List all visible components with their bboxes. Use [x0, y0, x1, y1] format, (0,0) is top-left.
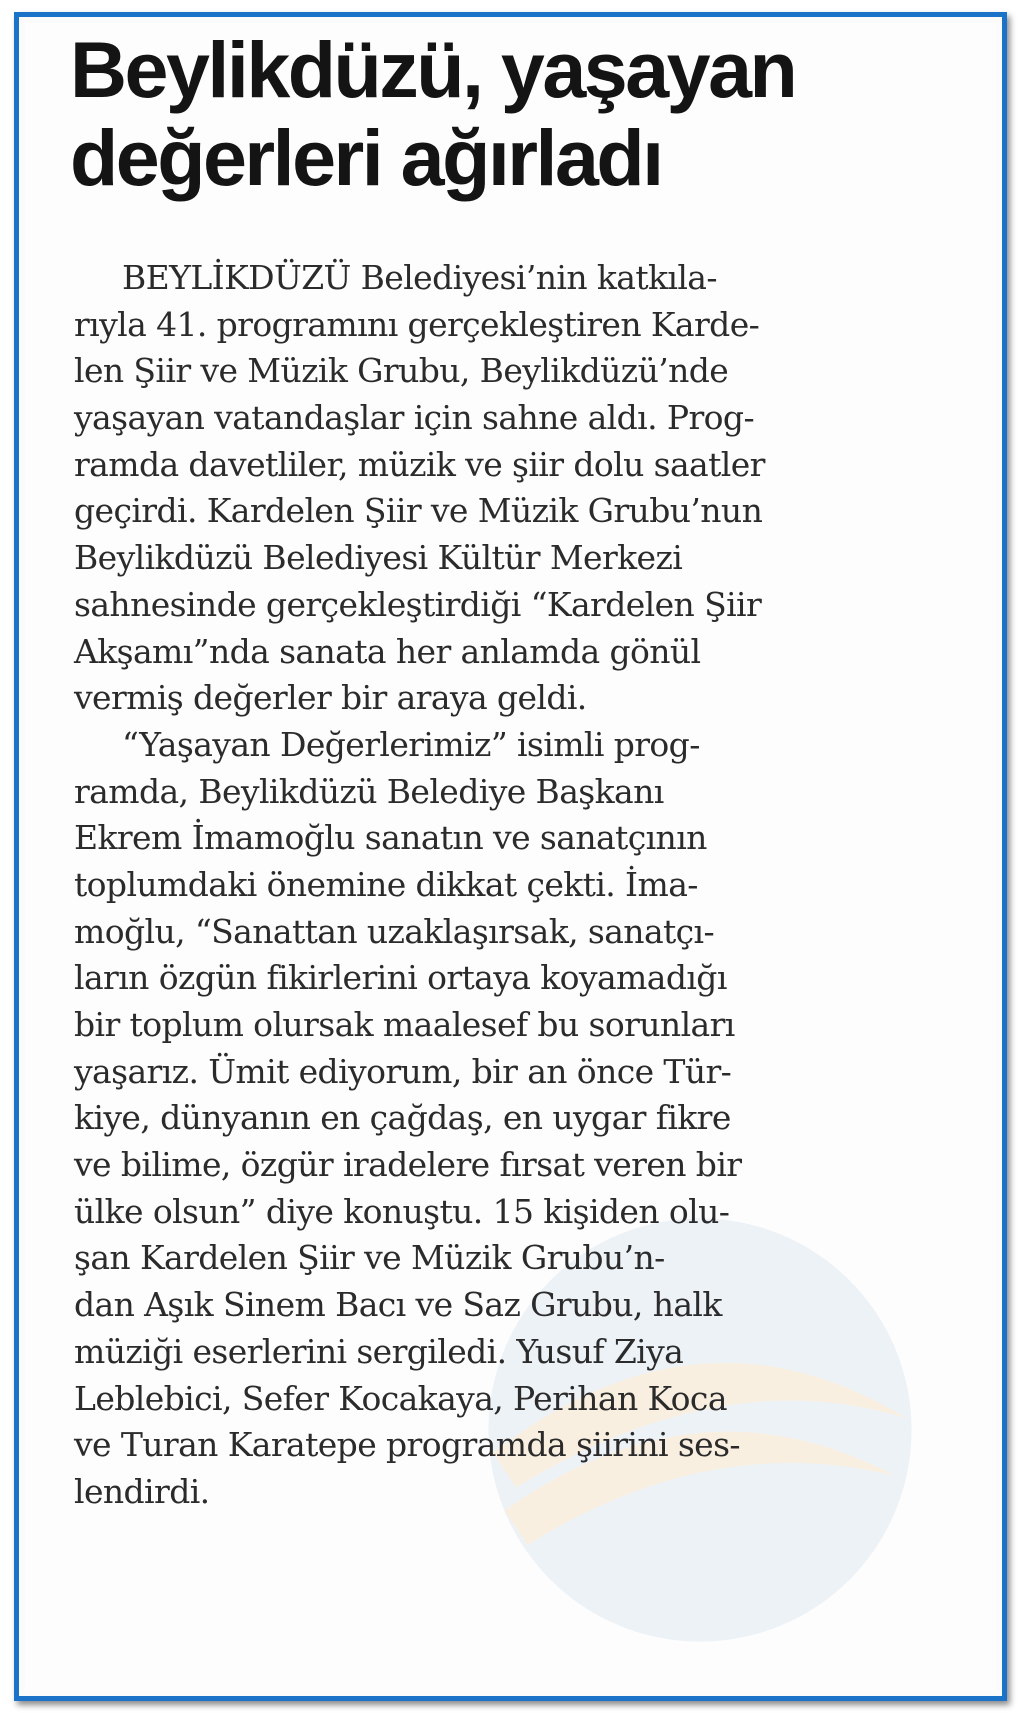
body-line: Beylikdüzü Belediyesi Kültür Merkezi: [74, 538, 683, 578]
body-line: Akşamı”nda sanata her anlamda gönül: [74, 631, 701, 671]
body-line: ramda, Beylikdüzü Belediye Başkanı: [74, 771, 664, 811]
article-headline: [70, 26, 950, 202]
body-line: moğlu, “Sanattan uzaklaşırsak, sanatçı-: [74, 911, 715, 951]
body-line: dan Aşık Sinem Bacı ve Saz Grubu, halk: [74, 1285, 722, 1325]
body-line: ların özgün fikirlerini ortaya koyamadığı: [74, 958, 727, 998]
body-line: sahnesinde gerçekleştirdiği “Kardelen Şiir: [74, 584, 762, 624]
body-line: ülke olsun” diye konuştu. 15 kişiden olu-: [74, 1191, 730, 1231]
body-line: lendirdi.: [74, 1471, 210, 1511]
body-line: şan Kardelen Şiir ve Müzik Grubu’n-: [74, 1238, 665, 1278]
body-line: bir toplum olursak maalesef bu sorunları: [74, 1005, 735, 1044]
body-line: BEYLİKDÜZÜ Belediyesi’nin katkıla-: [122, 258, 717, 297]
body-line: Leblebici, Sefer Kocakaya, Perihan Koca: [74, 1378, 727, 1418]
body-line: rıyla 41. programını gerçekleştiren Karde-: [74, 304, 760, 344]
body-line: Ekrem İmamoğlu sanatın ve sanatçının: [74, 818, 707, 858]
body-line: yaşayan vatandaşlar için sahne aldı. Prog-: [74, 398, 754, 438]
body-line: len Şiir ve Müzik Grubu, Beylikdüzü’nde: [74, 351, 729, 391]
body-line: müziği eserlerini sergiledi. Yusuf Ziya: [74, 1331, 684, 1371]
article-body: [74, 255, 934, 1516]
headline-line: değerleri ağırladı: [70, 113, 662, 202]
body-line: ve Turan Karatepe programda şiirini ses-: [74, 1425, 740, 1465]
body-line: yaşarız. Ümit ediyorum, bir an önce Tür-: [74, 1051, 732, 1091]
body-line: ve bilime, özgür iradelere fırsat veren bir: [74, 1145, 742, 1185]
body-line: geçirdi. Kardelen Şiir ve Müzik Grubu’nun: [74, 491, 763, 531]
body-line: ramda davetliler, müzik ve şiir dolu saatler: [74, 444, 765, 484]
body-line: vermiş değerler bir araya geldi.: [74, 678, 587, 718]
headline-line: Beylikdüzü, yaşayan: [70, 25, 796, 114]
body-line: kiye, dünyanın en çağdaş, en uygar fikre: [74, 1098, 731, 1138]
body-line: toplumdaki önemine dikkat çekti. İma-: [74, 864, 698, 904]
body-line: “Yaşayan Değerlerimiz” isimli prog-: [122, 724, 700, 764]
